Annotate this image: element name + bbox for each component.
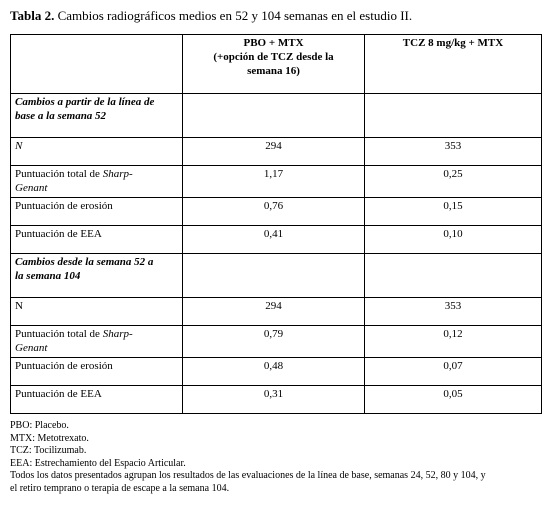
row-tcz-value: 0,25 xyxy=(365,166,542,198)
section1-title-row xyxy=(11,94,542,138)
row-label: Puntuación de EEA xyxy=(11,226,183,254)
table-row xyxy=(11,298,542,326)
row-label-line2: Genant xyxy=(15,182,48,194)
section1-title-line1: Cambios a partir de la línea de xyxy=(15,96,155,108)
header-pbo-line1: PBO + MTX xyxy=(243,37,304,49)
table-footnotes xyxy=(10,420,545,495)
table-row xyxy=(11,198,542,226)
header-empty-cell xyxy=(11,35,183,94)
section2-title xyxy=(11,254,183,298)
row-label: Puntuación de erosión xyxy=(11,198,183,226)
footnote: EEA: Estrechamiento del Espacio Articular. xyxy=(10,457,186,469)
row-pbo-value: 0,41 xyxy=(183,226,365,254)
row-pbo-value: 0,76 xyxy=(183,198,365,226)
table-caption xyxy=(10,8,412,24)
row-label: N xyxy=(11,298,183,326)
table-row xyxy=(11,358,542,386)
section2-title-row xyxy=(11,254,542,298)
row-pbo-value: 0,48 xyxy=(183,358,365,386)
radiographic-changes-table xyxy=(10,34,542,414)
footnote: MTX: Metotrexato. xyxy=(10,432,89,444)
row-label xyxy=(11,166,183,198)
caption-text: Cambios radiográficos medios en 52 y 104 semanas en el estudio II. xyxy=(54,8,413,23)
row-label-pre: Puntuación total de xyxy=(15,328,103,340)
row-tcz-value: 0,05 xyxy=(365,386,542,414)
section1-title xyxy=(11,94,183,138)
row-pbo-value: 294 xyxy=(183,298,365,326)
table-row xyxy=(11,138,542,166)
header-pbo-line2: (+opción de TCZ desde la xyxy=(213,51,334,63)
table-row xyxy=(11,386,542,414)
row-tcz-value: 0,12 xyxy=(365,326,542,358)
row-pbo-value: 294 xyxy=(183,138,365,166)
table-header-row xyxy=(11,35,542,94)
row-label-italic: Sharp- xyxy=(102,328,133,340)
section1-empty-tcz xyxy=(365,94,542,138)
footnote: Todos los datos presentados agrupan los resultados de las evaluaciones de la línea de base, semanas 24, 52, 80 y 104, y xyxy=(10,470,486,481)
row-tcz-value: 353 xyxy=(365,138,542,166)
header-tcz-mtx: TCZ 8 mg/kg + MTX xyxy=(365,35,542,94)
section1-title-line2: base a la semana 52 xyxy=(15,110,107,122)
footnote: el retiro temprano o terapia de escape a la semana 104. xyxy=(10,482,230,494)
row-pbo-value: 1,17 xyxy=(183,166,365,198)
row-pbo-value: 0,31 xyxy=(183,386,365,414)
row-label-pre: Puntuación total de xyxy=(15,168,103,180)
row-tcz-value: 0,15 xyxy=(365,198,542,226)
row-pbo-value: 0,79 xyxy=(183,326,365,358)
row-label-line2: Genant xyxy=(15,342,48,354)
caption-label: Tabla 2. xyxy=(10,8,55,23)
row-label-italic: Sharp- xyxy=(102,168,133,180)
footnote: TCZ: Tocilizumab. xyxy=(10,445,87,456)
table-row xyxy=(11,326,542,358)
row-label: N xyxy=(11,138,183,166)
row-tcz-value: 0,10 xyxy=(365,226,542,254)
header-pbo-mtx xyxy=(183,35,365,94)
section2-empty-tcz xyxy=(365,254,542,298)
row-tcz-value: 0,07 xyxy=(365,358,542,386)
section2-title-line2: la semana 104 xyxy=(15,270,81,282)
section2-title-line1: Cambios desde la semana 52 a xyxy=(15,256,154,268)
table-row xyxy=(11,166,542,198)
footnote: PBO: Placebo. xyxy=(10,420,69,431)
table-row xyxy=(11,226,542,254)
row-label: Puntuación de erosión xyxy=(11,358,183,386)
row-label xyxy=(11,326,183,358)
row-tcz-value: 353 xyxy=(365,298,542,326)
section2-empty-pbo xyxy=(183,254,365,298)
section1-empty-pbo xyxy=(183,94,365,138)
header-pbo-line3: semana 16) xyxy=(247,65,300,77)
row-label: Puntuación de EEA xyxy=(11,386,183,414)
